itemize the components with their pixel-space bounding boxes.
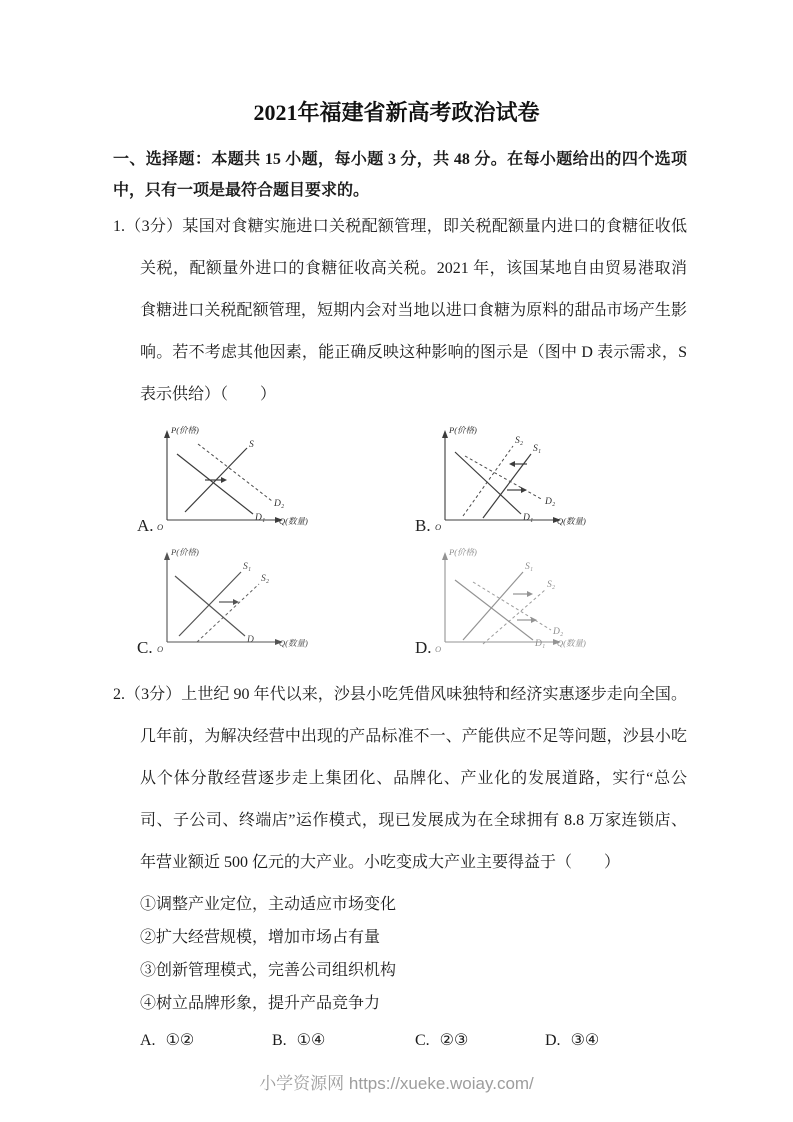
y-axis-arrow-icon [164, 552, 170, 560]
question-1-text: 1.（3分）某国对食糖实施进口关税配额管理，即关税配额量内进口的食糖征收低关税，配额量外进口的食糖征收高关税。2021 年，该国某地自由贸易港取消食糖进口关税配额管理，短期内会对当地以进口食糖为原料的甜品市场产生影响。若不考虑其他因素，能正确反映这种影响的图示是（图中 D 表示需求，S 表示供给）（ ） [113, 218, 687, 403]
y-axis-arrow-icon [442, 430, 448, 438]
supply-curve-label: S [249, 440, 254, 450]
option-c-label: C. [415, 1032, 430, 1049]
supply-curve-2-label: S₂ [547, 580, 556, 590]
y-axis-label: P(价格) [449, 425, 477, 435]
demand-curve-2-label: D₂ [553, 627, 564, 637]
demand-curve-1 [177, 454, 253, 514]
diagram-b-chart [415, 422, 615, 540]
diagram-c-chart [137, 544, 337, 662]
demand-curve-1-label: D₁ [523, 513, 534, 523]
x-axis-label: Q(数量) [557, 638, 586, 648]
statement-item-1: ①调整产业定位，主动适应市场变化 [140, 896, 397, 913]
supply-shift-right-arrow-icon [513, 591, 533, 597]
option-d [545, 1024, 599, 1057]
diagram-option-b [415, 422, 693, 540]
demand-shift-right-arrow-icon [507, 487, 527, 493]
option-d-value: ③④ [570, 1032, 600, 1049]
page-title: 2021年福建省新高考政治试卷 [253, 100, 540, 125]
option-a-value: ①② [165, 1032, 195, 1049]
x-axis-label: Q(数量) [279, 638, 308, 648]
origin-label: O [157, 644, 164, 654]
axes [442, 552, 561, 645]
y-axis-label: P(价格) [449, 547, 477, 557]
demand-curve-2 [198, 444, 272, 501]
demand-shift-right-arrow-icon [517, 617, 537, 623]
diagram-d-chart [415, 544, 615, 662]
supply-curve-2 [463, 446, 513, 516]
y-axis-arrow-icon [442, 552, 448, 560]
x-axis-label: Q(数量) [557, 516, 586, 526]
demand-curve-2-label: D₂ [545, 497, 556, 507]
supply-curve-1-label: S₁ [525, 562, 534, 572]
demand-curve-1-label: D₁ [535, 639, 546, 649]
supply-shift-right-arrow-icon [219, 599, 239, 605]
origin-label: O [435, 644, 442, 654]
statement-item-4: ④树立品牌形象，提升产品竞争力 [140, 995, 381, 1012]
diagram-c-label: C. [137, 638, 153, 657]
demand-curve-label: D [247, 635, 254, 645]
diagram-row-1 [137, 422, 793, 540]
supply-curve-2-label: S₂ [515, 436, 524, 446]
supply-curve-2 [483, 590, 545, 644]
section-header: 一、选择题：本题共 15 小题，每小题 3 分，共 48 分。在每小题给出的四个选项中，只有一项是最符合题目要求的。 [113, 151, 687, 199]
demand-shift-right-arrow-icon [205, 477, 227, 483]
supply-shift-left-arrow-icon [509, 461, 527, 467]
demand-curve-2 [473, 582, 551, 630]
question-2 [0, 674, 793, 1057]
supply-curve-2-label: S₂ [261, 574, 270, 584]
option-d-label: D. [545, 1032, 561, 1049]
diagram-grid [137, 422, 793, 662]
options-row [140, 1024, 793, 1057]
demand-curve-2-label: D₂ [274, 499, 285, 509]
axes [164, 552, 283, 645]
option-c [415, 1024, 545, 1057]
diagram-option-d [415, 544, 693, 662]
diagram-option-c [137, 544, 415, 662]
supply-curve-1-label: S₁ [533, 444, 542, 454]
y-axis-label: P(价格) [171, 547, 199, 557]
axes [164, 430, 283, 523]
demand-curve-2 [465, 456, 543, 500]
option-a-label: A. [140, 1032, 156, 1049]
demand-curve [175, 576, 245, 636]
supply-curve-1-label: S₁ [243, 562, 252, 572]
diagram-a-chart [137, 422, 337, 540]
statement-list [140, 888, 793, 1020]
x-axis-label: Q(数量) [279, 516, 308, 526]
option-b [272, 1024, 415, 1057]
diagram-option-a [137, 422, 415, 540]
option-c-value: ②③ [439, 1032, 469, 1049]
origin-label: O [435, 522, 442, 532]
option-b-value: ①④ [296, 1032, 326, 1049]
diagram-row-2 [137, 544, 793, 662]
y-axis-label: P(价格) [171, 425, 199, 435]
origin-label: O [157, 522, 164, 532]
question-2-text: 2.（3分）上世纪 90 年代以来，沙县小吃凭借风味独特和经济实惠逐步走向全国。几年前，为解决经营中出现的产品标准不一、产能供应不足等问题，沙县小吃从个体分散经营逐步走上集团化、品牌化、产业化的发展道路，实行“总公司、子公司、终端店”运作模式，现已发展成为在全球拥有 8.8 万家连锁店、年营业额近 500 亿元的大产业。小吃变成大产业主要得益于（ ） [113, 686, 687, 871]
option-b-label: B. [272, 1032, 287, 1049]
question-1 [0, 206, 793, 662]
supply-curve-1 [463, 572, 523, 640]
y-axis-arrow-icon [164, 430, 170, 438]
diagram-a-label: A. [137, 516, 154, 535]
diagram-b-label: B. [415, 516, 431, 535]
supply-curve-2 [197, 584, 259, 642]
diagram-d-label: D. [415, 638, 432, 657]
statement-item-3: ③创新管理模式，完善公司组织机构 [140, 962, 397, 979]
supply-curve-1 [179, 572, 241, 636]
demand-curve-1-label: D₁ [255, 513, 266, 523]
option-a [140, 1024, 272, 1057]
statement-item-2: ②扩大经营规模，增加市场占有量 [140, 929, 381, 946]
demand-curve-1 [455, 452, 521, 514]
footer-watermark: 小学资源网 https://xueke.woiay.com/ [259, 1074, 534, 1093]
